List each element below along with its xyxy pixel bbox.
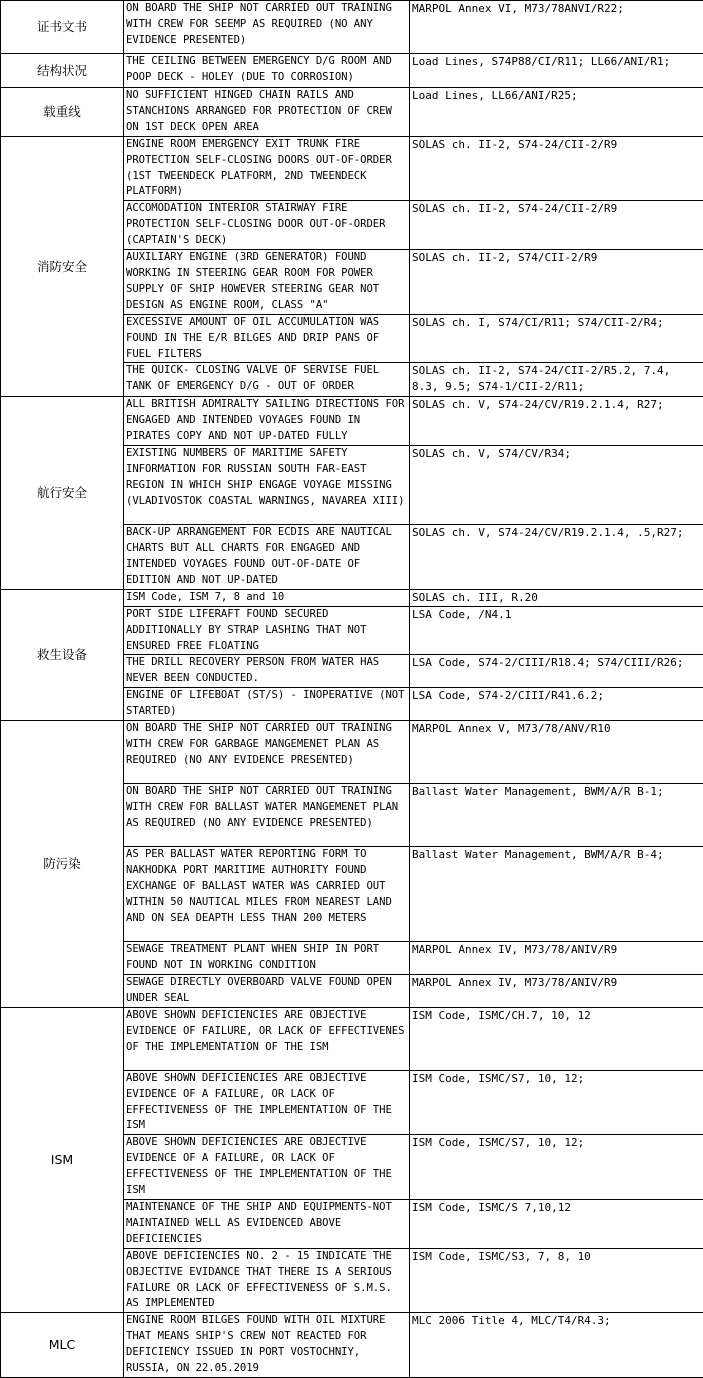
deficiency-description: ALL BRITISH ADMIRALTY SAILING DIRECTIONS FOR ENGAGED AND INTENDED VOYAGES FOUND IN PIRATES COPY AND NOT UP-DATED FULLY	[124, 397, 410, 446]
regulation-reference: MARPOL Annex VI, M73/78ANVI/R22;	[410, 1, 703, 54]
regulation-reference: SOLAS ch. II-2, S74-24/CII-2/R9	[410, 136, 703, 201]
regulation-reference: Load Lines, LL66/ANI/R25;	[410, 88, 703, 137]
category-cell: 救生设备	[1, 589, 124, 720]
table-row	[1, 88, 703, 137]
category-cell: 航行安全	[1, 397, 124, 589]
deficiency-description: SEWAGE TREATMENT PLANT WHEN SHIP IN PORT FOUND NOT IN WORKING CONDITION	[124, 942, 410, 975]
table-row	[1, 589, 703, 606]
regulation-reference: SOLAS ch. II-2, S74/CII-2/R9	[410, 250, 703, 315]
deficiency-description: AS PER BALLAST WATER REPORTING FORM TO NAKHODKA PORT MARITIME AUTHORITY FOUND EXCHANGE OF BALLAST WATER WAS CARRIED OUT WITHIN 50 NAUTICAL MILES FROM NEAREST LAND AND ON SEA DEAPTH LESS THAN 200 METERS	[124, 847, 410, 942]
category-cell: 防污染	[1, 721, 124, 1008]
deficiency-description: ON BOARD THE SHIP NOT CARRIED OUT TRAINING WITH CREW FOR SEEMP AS REQUIRED (NO ANY EVIDENCE PRESENTED)	[124, 1, 410, 54]
category-cell: 结构状况	[1, 54, 124, 88]
regulation-reference: ISM Code, ISMC/S 7,10,12	[410, 1199, 703, 1248]
category-cell: ISM	[1, 1007, 124, 1313]
deficiency-description: ON BOARD THE SHIP NOT CARRIED OUT TRAINING WITH CREW FOR BALLAST WATER MANGEMENET PLAN AS REQUIRED (NO ANY EVIDENCE PRESENTED)	[124, 784, 410, 847]
regulation-reference: MARPOL Annex V, M73/78/ANV/R10	[410, 721, 703, 784]
regulation-reference: ISM Code, ISMC/CH.7, 10, 12	[410, 1007, 703, 1070]
deficiency-description: ABOVE SHOWN DEFICIENCIES ARE OBJECTIVE EVIDENCE OF FAILURE, OR LACK OF EFFECTIVENES OF THE IMPLEMENTATION OF THE ISM	[124, 1007, 410, 1070]
regulation-reference: ISM Code, ISMC/S7, 10, 12;	[410, 1135, 703, 1200]
deficiency-description: ENGINE ROOM EMERGENCY EXIT TRUNK FIRE PROTECTION SELF-CLOSING DOORS OUT-OF-ORDER (1ST TWEENDECK PLATFORM, 2ND TWEENDECK PLATFORM)	[124, 136, 410, 201]
regulation-reference: LSA Code, /N4.1	[410, 606, 703, 655]
regulation-reference: LSA Code, S74-2/CIII/R41.6.2;	[410, 688, 703, 721]
regulation-reference: LSA Code, S74-2/CIII/R18.4; S74/CIII/R26;	[410, 655, 703, 688]
regulation-reference: SOLAS ch. III, R.20	[410, 589, 703, 606]
deficiency-description: EXCESSIVE AMOUNT OF OIL ACCUMULATION WAS FOUND IN THE E/R BILGES AND DRIP PANS OF FUEL FILTERS	[124, 314, 410, 363]
regulation-reference: SOLAS ch. II-2, S74-24/CII-2/R9	[410, 201, 703, 250]
table-row	[1, 54, 703, 88]
category-cell: 证书文书	[1, 1, 124, 54]
deficiency-description: NO SUFFICIENT HINGED CHAIN RAILS AND STANCHIONS ARRANGED FOR PROTECTION OF CREW ON 1ST DECK OPEN AREA	[124, 88, 410, 137]
regulation-reference: SOLAS ch. I, S74/CI/R11; S74/CII-2/R4;	[410, 314, 703, 363]
regulation-reference: MARPOL Annex IV, M73/78/ANIV/R9	[410, 974, 703, 1007]
regulation-reference: ISM Code, ISMC/S7, 10, 12;	[410, 1070, 703, 1135]
regulation-reference: SOLAS ch. V, S74-24/CV/R19.2.1.4, R27;	[410, 397, 703, 446]
table-row	[1, 1007, 703, 1070]
deficiency-description: ENGINE ROOM BILGES FOUND WITH OIL MIXTURE THAT MEANS SHIP'S CREW NOT REACTED FOR DEFICIENCY ISSUED IN PORT VOSTOCHNIY, RUSSIA, ON 22.05.2019	[124, 1313, 410, 1378]
table-row	[1, 1, 703, 54]
category-cell: MLC	[1, 1313, 124, 1378]
deficiency-description: THE QUICK- CLOSING VALVE OF SERVISE FUEL TANK OF EMERGENCY D/G - OUT OF ORDER	[124, 363, 410, 397]
deficiency-description: MAINTENANCE OF THE SHIP AND EQUIPMENTS-NOT MAINTAINED WELL AS EVIDENCED ABOVE DEFICIENCIES	[124, 1199, 410, 1248]
regulation-reference: Ballast Water Management, BWM/A/R B-4;	[410, 847, 703, 942]
table-row	[1, 397, 703, 446]
deficiency-description: ISM Code, ISM 7, 8 and 10	[124, 589, 410, 606]
deficiency-description: EXISTING NUMBERS OF MARITIME SAFETY INFORMATION FOR RUSSIAN SOUTH FAR-EAST REGION IN WHICH SHIP ENGAGE VOYAGE MISSING (VLADIVOSTOK COASTAL WARNINGS, NAVAREA XIII)	[124, 446, 410, 525]
table-row	[1, 136, 703, 201]
deficiency-description: ON BOARD THE SHIP NOT CARRIED OUT TRAINING WITH CREW FOR GARBAGE MANGEMENET PLAN AS REQUIRED (NO ANY EVIDENCE PRESENTED)	[124, 721, 410, 784]
deficiency-description: AUXILIARY ENGINE (3RD GENERATOR) FOUND WORKING IN STEERING GEAR ROOM FOR POWER SUPPLY OF SHIP HOWEVER STEERING GEAR NOT DESIGN AS ENGINE ROOM, CLASS "A"	[124, 250, 410, 315]
regulation-reference: SOLAS ch. II-2, S74-24/CII-2/R5.2, 7.4, 8.3, 9.5; S74-1/CII-2/R11;	[410, 363, 703, 397]
deficiency-description: ACCOMODATION INTERIOR STAIRWAY FIRE PROTECTION SELF-CLOSING DOOR OUT-OF-ORDER (CAPTAIN'S DECK)	[124, 201, 410, 250]
deficiency-description: THE CEILING BETWEEN EMERGENCY D/G ROOM AND POOP DECK - HOLEY (DUE TO CORROSION)	[124, 54, 410, 88]
table-row	[1, 721, 703, 784]
deficiency-description: SEWAGE DIRECTLY OVERBOARD VALVE FOUND OPEN UNDER SEAL	[124, 974, 410, 1007]
table-row	[1, 1313, 703, 1378]
regulation-reference: Ballast Water Management, BWM/A/R B-1;	[410, 784, 703, 847]
deficiency-description: PORT SIDE LIFERAFT FOUND SECURED ADDITIONALLY BY STRAP LASHING THAT NOT ENSURED FREE FLOATING	[124, 606, 410, 655]
regulation-reference: SOLAS ch. V, S74-24/CV/R19.2.1.4, .5,R27;	[410, 525, 703, 590]
regulation-reference: SOLAS ch. V, S74/CV/R34;	[410, 446, 703, 525]
deficiency-description: ABOVE SHOWN DEFICIENCIES ARE OBJECTIVE EVIDENCE OF A FAILURE, OR LACK OF EFFECTIVENESS OF THE IMPLEMENTATION OF THE ISM	[124, 1070, 410, 1135]
regulation-reference: MLC 2006 Title 4, MLC/T4/R4.3;	[410, 1313, 703, 1378]
deficiency-description: BACK-UP ARRANGEMENT FOR ECDIS ARE NAUTICAL CHARTS BUT ALL CHARTS FOR ENGAGED AND INTENDED VOYAGES FOUND OUT-OF-DATE OF EDITION AND NOT UP-DATED	[124, 525, 410, 590]
regulation-reference: MARPOL Annex IV, M73/78/ANIV/R9	[410, 942, 703, 975]
deficiency-description: THE DRILL RECOVERY PERSON FROM WATER HAS NEVER BEEN CONDUCTED.	[124, 655, 410, 688]
category-cell: 消防安全	[1, 136, 124, 397]
regulation-reference: Load Lines, S74P88/CI/R11; LL66/ANI/R1;	[410, 54, 703, 88]
category-cell: 载重线	[1, 88, 124, 137]
deficiency-description: ABOVE DEFICIENCIES NO. 2 - 15 INDICATE THE OBJECTIVE EVIDANCE THAT THERE IS A SERIOUS FAILURE OR LACK OF EFFECTIVENESS OF S.M.S. AS IMPLEMENTED	[124, 1248, 410, 1313]
regulation-reference: ISM Code, ISMC/S3, 7, 8, 10	[410, 1248, 703, 1313]
deficiency-description: ENGINE OF LIFEBOAT (ST/S) - INOPERATIVE (NOT STARTED)	[124, 688, 410, 721]
deficiency-description: ABOVE SHOWN DEFICIENCIES ARE OBJECTIVE EVIDENCE OF A FAILURE, OR LACK OF EFFECTIVENESS OF THE IMPLEMENTATION OF THE ISM	[124, 1135, 410, 1200]
